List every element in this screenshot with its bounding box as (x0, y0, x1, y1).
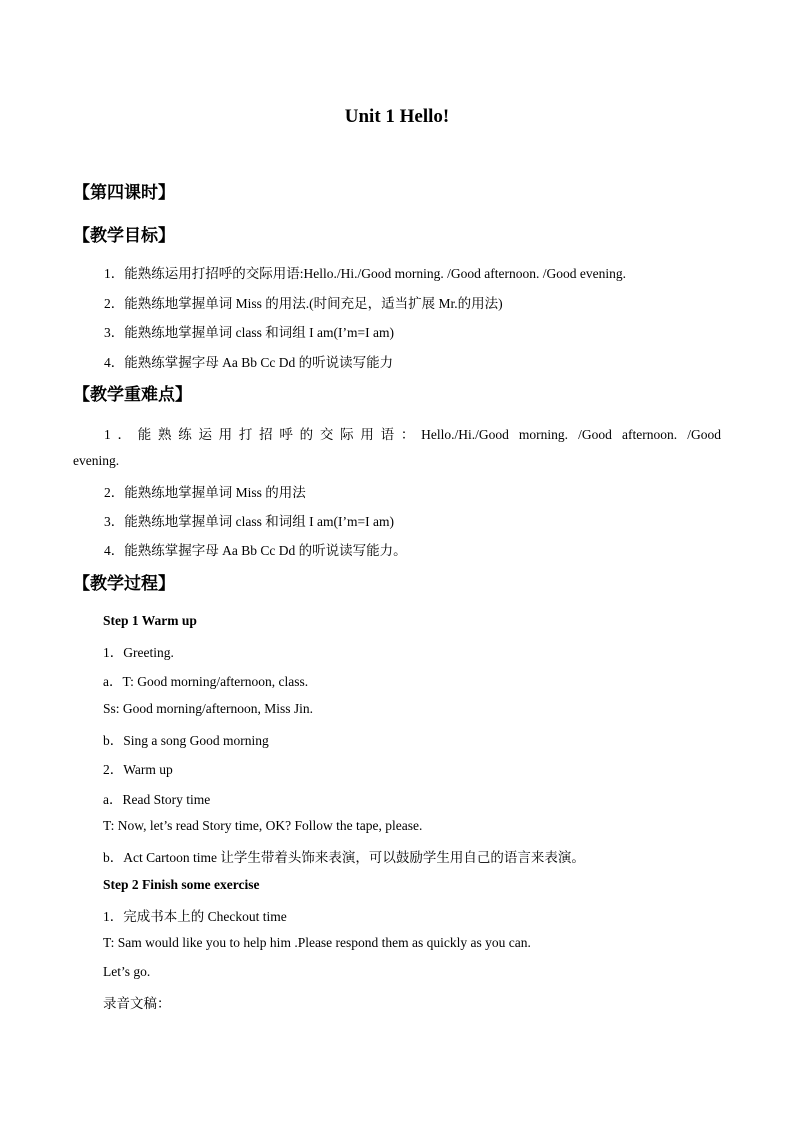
step1-line-8: b．Act Cartoon time 让学生带着头饰来表演，可以鼓励学生用自己的语言来表演。 (103, 850, 585, 865)
step2-line-3: Let’s go. (103, 964, 151, 979)
step1-line-6: a．Read Story time (103, 792, 211, 807)
step1-line-2: a．T: Good morning/afternoon, class. (103, 674, 309, 689)
step1-line-3: Ss: Good morning/afternoon, Miss Jin. (103, 701, 314, 716)
goal-item-3: 3．能熟练地掌握单词 class 和词组 I am(I’m=I am) (104, 325, 394, 340)
process-heading: 【教学过程】 (73, 574, 175, 593)
step2-line-1: 1．完成书本上的 Checkout time (103, 909, 287, 924)
step1-line-4: b．Sing a song Good morning (103, 733, 269, 748)
step1-line-5: 2．Warm up (103, 762, 173, 777)
key-point-item-4: 4．能熟练掌握字母 Aa Bb Cc Dd 的听说读写能力。 (104, 543, 407, 558)
goals-heading: 【教学目标】 (73, 226, 175, 245)
step2-line-2: T: Sam would like you to help him .Please respond them as quickly as you can. (103, 935, 531, 950)
step1-title: Step 1 Warm up (103, 613, 197, 628)
key-point-item-1-line-1: 1．能熟练运用打招呼的交际用语：Hello./Hi./Good morning. /Good afternoon. /Good (104, 427, 721, 442)
key-point-item-1-line-2: evening. (73, 453, 120, 468)
key-point-item-3: 3．能熟练地掌握单词 class 和词组 I am(I’m=I am) (104, 514, 394, 529)
key-points-heading: 【教学重难点】 (73, 385, 192, 404)
step1-line-7: T: Now, let’s read Story time, OK? Follow the tape, please. (103, 818, 423, 833)
lesson-label: 【第四课时】 (73, 183, 175, 202)
step2-line-4: 录音文稿： (103, 996, 171, 1011)
page-title: Unit 1 Hello! (344, 106, 450, 127)
goal-item-4: 4．能熟练掌握字母 Aa Bb Cc Dd 的听说读写能力 (104, 355, 394, 370)
goal-item-2: 2．能熟练地掌握单词 Miss 的用法.(时间充足，适当扩展 Mr.的用法) (104, 296, 503, 311)
goal-item-1: 1．能熟练运用打招呼的交际用语:Hello./Hi./Good morning. /Good afternoon. /Good evening. (104, 266, 626, 281)
step2-title: Step 2 Finish some exercise (103, 877, 260, 892)
step1-line-1: 1．Greeting. (103, 645, 174, 660)
key-point-item-2: 2．能熟练地掌握单词 Miss 的用法 (104, 485, 306, 500)
